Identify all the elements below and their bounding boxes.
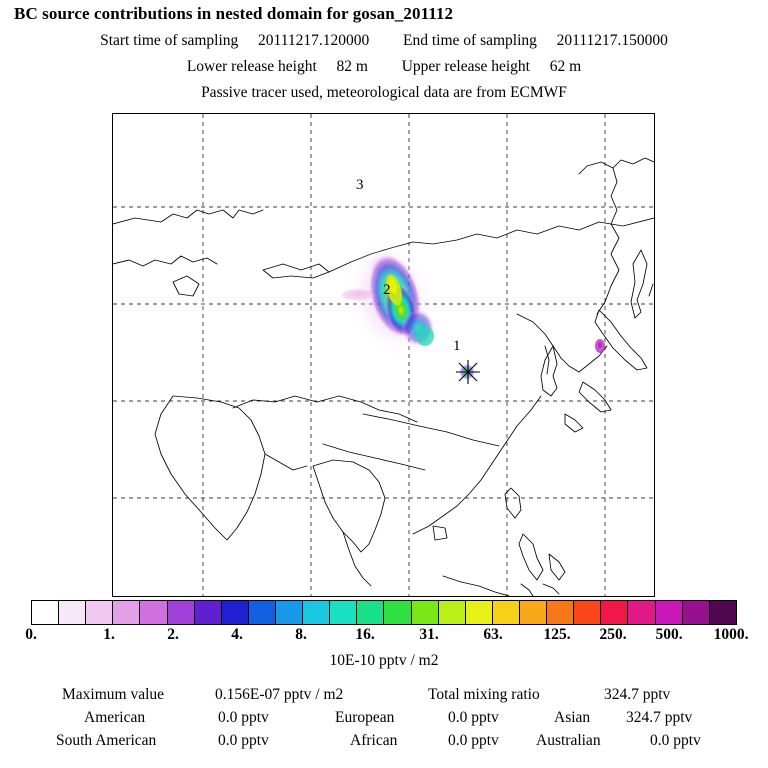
upper-release-height-value: 62 m	[549, 58, 582, 75]
region-australian-label: Australian	[536, 732, 601, 749]
colorbar-tick-label: 2.	[167, 626, 179, 643]
colorbar-cell	[466, 601, 493, 624]
colorbar-tick-label: 0.	[25, 626, 37, 643]
end-time-label: End time of sampling	[403, 32, 537, 49]
region-south-american-label: South American	[56, 732, 157, 749]
colorbar-cell	[574, 601, 601, 624]
colorbar-cell	[59, 601, 86, 624]
colorbar-cell	[710, 601, 736, 624]
region-european-label: European	[335, 709, 395, 726]
colorbar-cell	[547, 601, 574, 624]
map-panel	[112, 113, 655, 597]
colorbar	[31, 600, 737, 625]
region-south-american-value: 0.0 pptv	[218, 732, 269, 749]
max-value-value: 0.156E-07 pptv / m2	[215, 686, 344, 703]
region-asian-label: Asian	[554, 709, 591, 726]
upper-release-height-label: Upper release height	[401, 58, 530, 75]
colorbar-cell	[439, 601, 466, 624]
start-time-value: 20111217.120000	[258, 32, 370, 49]
region-european-value: 0.0 pptv	[448, 709, 499, 726]
colorbar-tick-label: 250.	[599, 626, 627, 643]
colorbar-cell	[384, 601, 411, 624]
lower-release-height-value: 82 m	[336, 58, 368, 75]
max-value-label: Maximum value	[62, 686, 165, 703]
colorbar-cell	[249, 601, 276, 624]
colorbar-cell	[412, 601, 439, 624]
colorbar-cell	[357, 601, 384, 624]
colorbar-cell	[493, 601, 520, 624]
colorbar-tick-label: 500.	[655, 626, 683, 643]
colorbar-cell	[656, 601, 683, 624]
release-height-line	[0, 58, 768, 76]
colorbar-tick-label: 125.	[543, 626, 571, 643]
colorbar-tick-label: 4.	[231, 626, 243, 643]
colorbar-unit-label: 10E-10 pptv / m2	[329, 652, 439, 669]
colorbar-tick-label: 16.	[355, 626, 375, 643]
colorbar-cell	[601, 601, 628, 624]
colorbar-cell	[195, 601, 222, 624]
colorbar-tick-label: 1000.	[713, 626, 749, 643]
colorbar-cell	[520, 601, 547, 624]
colorbar-cell	[276, 601, 303, 624]
receptor-star-icon	[456, 360, 480, 384]
map-svg	[113, 114, 654, 596]
stats-row-regions-1	[0, 709, 768, 732]
colorbar-cell	[113, 601, 140, 624]
colorbar-cell	[32, 601, 59, 624]
colorbar-tick-label: 8.	[295, 626, 307, 643]
total-mixing-ratio-value: 324.7 pptv	[604, 686, 671, 703]
region-australian-value: 0.0 pptv	[650, 732, 701, 749]
colorbar-tick-label: 63.	[483, 626, 503, 643]
map-marker-2: 2	[383, 282, 391, 298]
colorbar-cell	[628, 601, 655, 624]
colorbar-cell	[330, 601, 357, 624]
end-time-value: 20111217.150000	[556, 32, 668, 49]
colorbar-cell	[683, 601, 710, 624]
colorbar-cell	[168, 601, 195, 624]
colorbar-cell	[222, 601, 249, 624]
lower-release-height-label: Lower release height	[186, 58, 317, 75]
region-african-value: 0.0 pptv	[448, 732, 499, 749]
colorbar-tick-label: 31.	[419, 626, 439, 643]
stats-row-totals	[0, 686, 768, 709]
colorbar-tick-labels	[0, 626, 768, 646]
colorbar-cell	[140, 601, 167, 624]
meteorology-note: Passive tracer used, meteorological data are from ECMWF	[201, 84, 567, 101]
colorbar-cell	[86, 601, 113, 624]
region-american-label: American	[84, 709, 146, 726]
region-american-value: 0.0 pptv	[218, 709, 269, 726]
map-marker-1: 1	[453, 338, 461, 354]
map-marker-3: 3	[356, 177, 364, 193]
page-title: BC source contributions in nested domain for gosan_201112	[14, 4, 454, 23]
region-african-label: African	[350, 732, 398, 749]
start-time-label: Start time of sampling	[100, 32, 239, 49]
region-asian-value: 324.7 pptv	[626, 709, 693, 726]
colorbar-tick-label: 1.	[103, 626, 115, 643]
total-mixing-ratio-label: Total mixing ratio	[428, 686, 540, 703]
stats-row-regions-2	[0, 732, 768, 755]
statistics-panel	[0, 686, 768, 755]
sampling-time-line	[0, 32, 768, 50]
colorbar-cell	[303, 601, 330, 624]
